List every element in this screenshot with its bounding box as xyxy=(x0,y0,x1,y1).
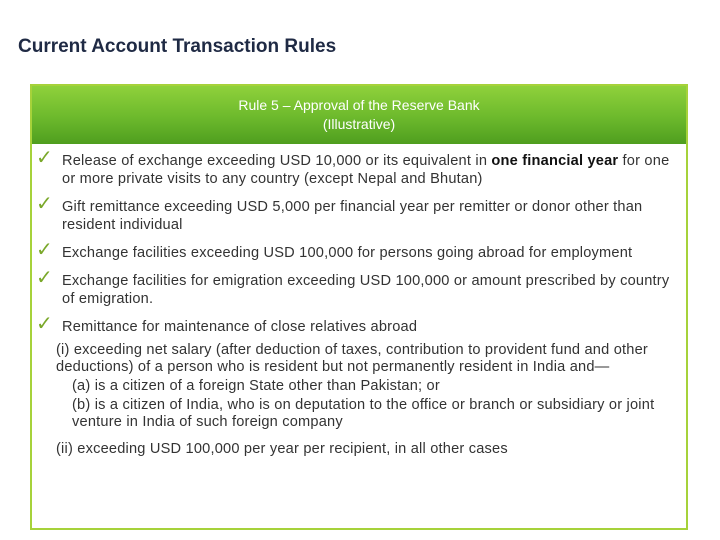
rules-panel xyxy=(30,84,688,530)
sub-clause-ii: (ii) exceeding USD 100,000 per year per recipient, in all other cases xyxy=(56,441,508,457)
list-item-text: Remittance for maintenance of close relatives abroad xyxy=(62,319,418,335)
list-item-emphasis: one financial year xyxy=(491,153,619,169)
panel-header-title: Rule 5 – Approval of the Reserve Bank xyxy=(238,97,480,113)
checkmark-icon: ✓ xyxy=(36,145,53,169)
checkmark-icon: ✓ xyxy=(36,265,53,289)
list-item-text: Exchange facilities for emigration exceeding USD 100,000 or amount prescribed by country of emigration. xyxy=(62,273,670,307)
checkmark-icon: ✓ xyxy=(36,191,53,215)
list-item-text: for one or more private visits to any country (except Nepal and Bhutan) xyxy=(62,153,670,187)
panel-header-subtitle: (Illustrative) xyxy=(322,116,396,132)
panel-header xyxy=(32,86,686,144)
sub-clause-i: (i) exceeding net salary (after deduction of taxes, contribution to provident fund and other deductions) of a person who is resident but not permanently resident in India and— xyxy=(56,342,648,375)
list-item xyxy=(32,265,686,308)
list-item-text: Gift remittance exceeding USD 5,000 per financial year per remitter or donor other than resident individual xyxy=(62,199,643,233)
page-title: Current Account Transaction Rules xyxy=(18,36,337,57)
list-item xyxy=(32,191,686,234)
checkmark-icon: ✓ xyxy=(36,237,53,261)
list-item-text: Exchange facilities exceeding USD 100,000 for persons going abroad for employment xyxy=(62,245,633,261)
list-item xyxy=(32,311,686,336)
list-item-text: Release of exchange exceeding USD 10,000 or its equivalent in xyxy=(62,153,492,169)
sub-clause-b: (b) is a citizen of India, who is on deputation to the office or branch or subsidiary or joint venture in India of such foreign company xyxy=(72,397,655,430)
checkmark-icon: ✓ xyxy=(36,311,53,335)
sub-clause-a: (a) is a citizen of a foreign State other than Pakistan; or xyxy=(72,378,440,394)
list-item xyxy=(32,237,686,262)
rules-list xyxy=(32,145,686,458)
list-item xyxy=(32,145,686,188)
